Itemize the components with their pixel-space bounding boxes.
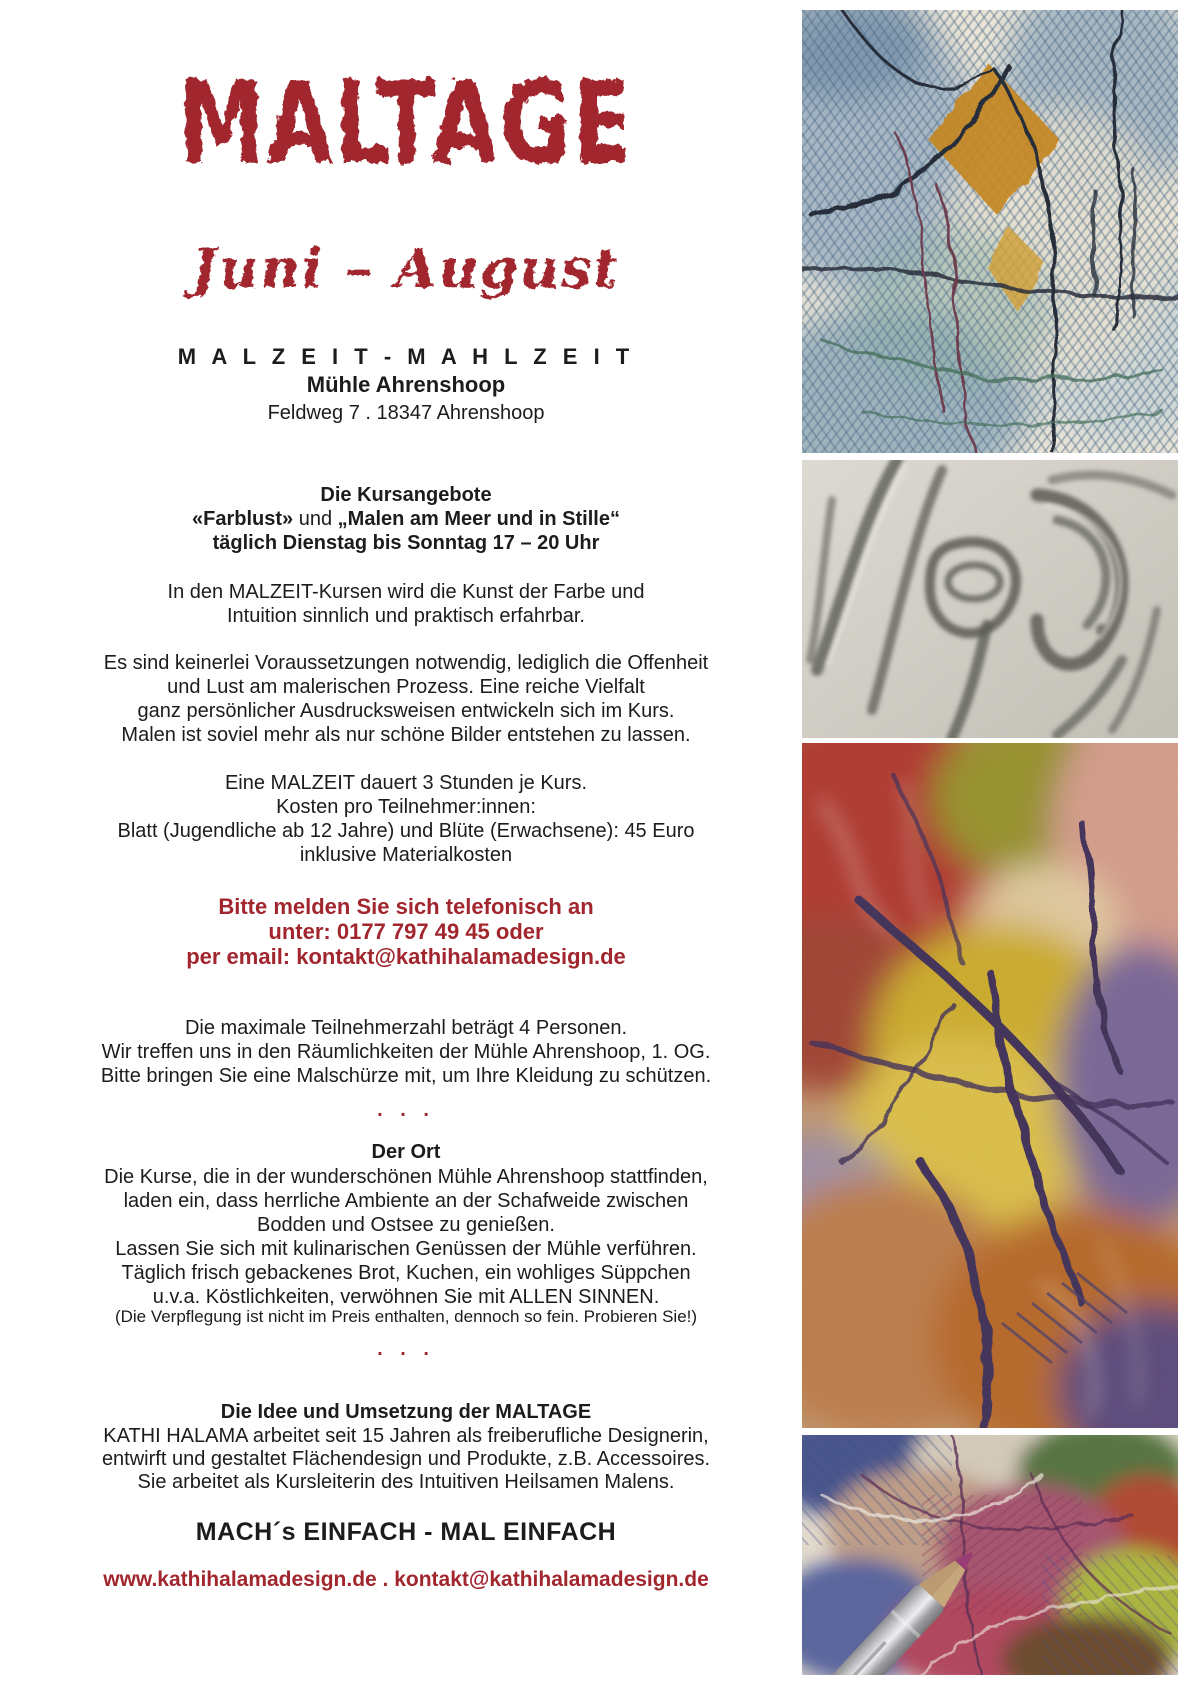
website-contact-line: www.kathihalamadesign.de . kontakt@kathihalamadesign.de [103, 1568, 709, 1591]
intro-paragraph: In den MALZEIT-Kursen wird die Kunst der Farbe und Intuition sinnlich und praktisch erfahrbar. [167, 581, 645, 627]
location-paragraph: Die Kurse, die in der wunderschönen Mühle Ahrenshoop stattfinden, laden ein, dass herrliche Ambiente an der Schafweide zwischen Bodden und Ostsee zu genießen. Lassen Sie sich mit kulinarischen Genüssen der Mühle verführen. Täglich frisch gebackenes Brot, Kuchen, ein wohliges Süppchen u.v.a. Köstlichkeiten, verwöhnen Sie mit ALLEN SINNEN. [104, 1166, 708, 1308]
course-offers-heading: Die Kursangebote [320, 484, 492, 506]
crayon-pencil-graphic [802, 1435, 1178, 1675]
philosophy-paragraph: Es sind keinerlei Voraussetzungen notwendig, lediglich die Offenheit und Lust am malerischen Prozess. Eine reiche Vielfalt ganz persönlicher Ausdrucksweisen entwickeln sich im Kurs. Malen ist soviel mehr als nur schöne Bilder entstehen zu lassen. [103, 652, 709, 746]
pricing-paragraph: Eine MALZEIT dauert 3 Stunden je Kurs. Kosten pro Teilnehmer:innen: Blatt (Jugendliche ab 12 Jahre) und Blüte (Erwachsene): 45 Euro inklusive Materialkosten [117, 772, 695, 866]
color-painting-graphic [802, 743, 1178, 1428]
date-range: Juni – August [191, 236, 621, 300]
flyer-text-column [36, 0, 776, 1683]
slogan: MACH´s EINFACH - MAL EINFACH [195, 1518, 617, 1546]
catering-note: (Die Verpflegung ist nicht im Preis enthalten, dennoch so fein. Probieren Sie!) [114, 1307, 698, 1326]
sand-drawing-graphic [802, 460, 1178, 738]
event-name: M A L Z E I T - M A H L Z E I T [177, 344, 635, 369]
page-title: MALTAGE [178, 58, 634, 190]
logistics-paragraph: Die maximale Teilnehmerzahl beträgt 4 Personen. Wir treffen uns in den Räumlichkeiten der Mühle Ahrenshoop, 1. OG. Bitte bringen Sie eine Malschürze mit, um Ihre Kleidung zu schützen. [100, 1017, 712, 1087]
course-names-line [36, 507, 776, 531]
artwork-sand-relief-drawing [802, 460, 1178, 738]
separator-dots: . . . [377, 1338, 435, 1360]
artwork-crayon-texture-with-pastel-pencil [802, 1435, 1178, 1675]
venue-name: Mühle Ahrenshoop [306, 372, 506, 397]
location-heading: Der Ort [371, 1141, 441, 1163]
artwork-layered-color-painting [802, 743, 1178, 1428]
course-name-2: „Malen am Meer und in Stille“ [337, 508, 620, 530]
contact-callout: Bitte melden Sie sich telefonisch an unter: 0177 797 49 45 oder per email: kontakt@kathihalamadesign.de [186, 894, 626, 969]
course-schedule: täglich Dienstag bis Sonntag 17 – 20 Uhr [212, 532, 600, 554]
separator-dots: . . . [377, 1099, 435, 1121]
course-name-1: «Farblust» [192, 508, 294, 530]
venue-address: Feldweg 7 . 18347 Ahrenshoop [267, 402, 545, 424]
venue-block [36, 343, 776, 427]
course-offers-block [36, 483, 776, 555]
idea-heading: Die Idee und Umsetzung der MALTAGE [220, 1401, 592, 1423]
about-paragraph: KATHI HALAMA arbeitet seit 15 Jahren als freiberufliche Designerin, entwirft und gestaltet Flächendesign und Produkte, z.B. Accessoires. Sie arbeitet als Kursleiterin des Intuitiven Heilsamen Malens. [101, 1425, 711, 1493]
course-connector: und [293, 508, 338, 530]
artwork-pastel-crosshatch-drawing [802, 10, 1178, 453]
pastel-sketch-graphic [802, 10, 1178, 453]
